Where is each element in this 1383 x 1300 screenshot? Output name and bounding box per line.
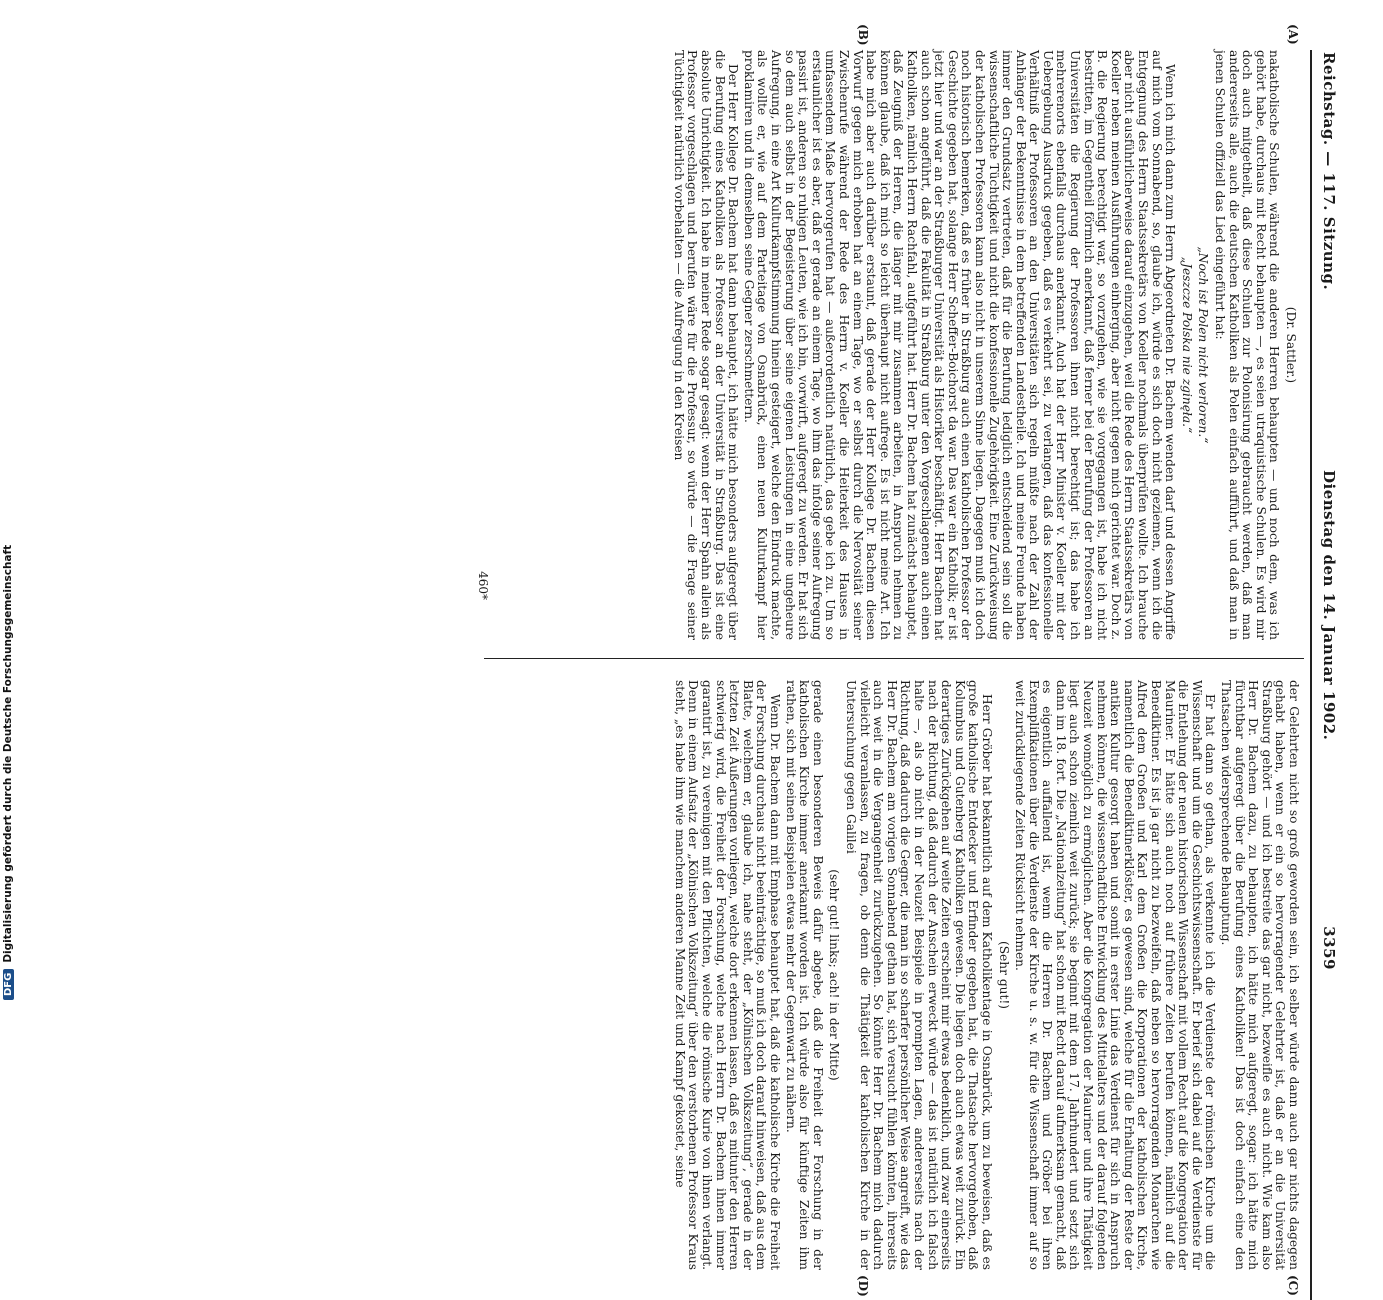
paragraph: Der Herr Kollege Dr. Bachem hat dann behauptet, ich hätte mich besonders aufgeregt über die Berufung eines Katholiken als Professor an der Universität in Straßburg. Das ist eine absolute Unrichtigkeit. Ich habe in meiner Rede sogar gesagt: wenn der Herr Spahn allein als Professor vorgeschlagen und berufen wäre für die Professur, so würde — die Frage seiner Tüchtigkeit natürlich vorbehalten — die Aufregung in den Kreisen [671,50,741,640]
interjection: (Sehr gut!) [996,940,1011,1010]
footer-signature: 460* [476,571,490,600]
page-header [1314,50,1340,970]
header-date: Dienstag den 14. Januar 1902. [1320,470,1338,741]
digitization-credit [2,0,14,1000]
interjection: (sehr gut! links; ach! in der Mitte) [827,869,842,1081]
margin-marker-c: (C) [1286,1275,1300,1296]
page-number: 3359 [1320,926,1338,970]
paragraph: Wenn ich mich dann zum Herrn Abgeordneten Dr. Bachem wenden darf und dessen Angriffe auf mich vom Sonnabend, so, glaube ich, würde es sich doch nicht geziemen, wenn ich die Entgegnung des Herrn Staatssekretärs von Koeller nochmals überprüfen wollte. Ich brauche aber nicht ausführlicherweise darauf einzugehen, weil die Rede des Herrn Staatssekretärs von Koeller neben meinen Ausführungen einherging, aber nicht gegen mich gerichtet war. Doch z. B. die Regierung berechtigt war, so vorzugehen, wie sie vorgegangen ist, habe ich nicht bestritten, im Gegentheil förmlich anerkannt, daß ferner bei der Berufung der Professoren an Universitäten die Regierung der Professoren ihnen nicht berechtigt ist; das habe ich mehrerenorts ebenfalls durchaus anerkannt. Auch hat der Herr Minister v. Koeller mit der Uebergebung Ausdruck gegeben, daß es verkehrt sei, zu verlangen, daß das konfessionelle Verhältniß der Professoren an den Universitäten sich regeln müßte nach der Zahl der Anhänger der Bekenntnisse in dem betreffenden Landestheile. Ich und meine Freunde haben immer den Grundsatz vertreten, daß für die Berufung lediglich entscheidend sein soll die wissenschaftliche Tüchtigkeit und nicht die konfessionelle Zugehörigkeit. Eine Zurückweisung der katholischen Professoren kann also nicht in unserem Sinne liegen. Dagegen muß ich doch noch historisch bemerken, daß es früher in Straßburg auch einen katholischen Professor der Geschichte gegeben hat, solange Herr Scheffer-Boichorst da war. Das war ein Katholik; er ist jetzt hier und war an der Straßburger Universität als Historiker beschäftigt. Herr Bachem hat auch schon angeführt, daß die Fakultät in Straßburg unter den Vorgeschlagenen auch einen Katholiken, nämlich Herrn Rachfahl, aufgeführt hat. Herr Dr. Bachem hat zunächst behauptet, daß Zeugniß der Herren, die länger mit mir zusammen arbeiten, in Anspruch nehmen zu können glaube, daß ich mich so leicht überhaupt nicht aufrege. Es ist nicht meine Art. Ich habe mich aber auch darüber erstaunt, daß gerade der Herr Kollege Dr. Bachem diesen Vorwurf gegen mich erhoben hat an einem Tage, wo er selbst durch die Nervosität seiner Zwischenrufe während der Rede des Herrn v. Koeller die Heiterkeit des Hauses in umfassendem Maße hervorgerufen hat — außerordentlich natürlich, das gebe ich zu. Um so erstaunlicher ist es aber, daß er gerade an einem Tage, wo ihm das infolge seiner Aufregung passirt ist, anderen so ruhigen Leuten, wie ich bin, vorwirft, aufgeregt zu werden. Er hat sich so dem auch selbst in der Begeisterung über seine eigenen Leistungen in eine ungeheure Aufregung, in eine Art Kulturkampfstimmung hinein gesteigert, welche den Eindruck machte, als wollte er, wie auf dem Parteitage von Osnabrück, einen neuen Kulturkampf hier proklamiren und in demselben seine Gegner zerschmettern. [741,50,1178,640]
margin-marker-d: (D) [856,1275,870,1297]
dfg-logo-icon: DFG [3,969,14,1000]
rotated-document-page [90,24,1340,1297]
credit-text: Digitalisierung gefördert durch die Deutsche Forschungsgemeinschaft [2,544,14,963]
header-session: Reichstag. — 117. Sitzung. [1320,52,1338,291]
paragraph: Herr Gröber hat bekanntlich auf dem Katholikentage in Osnabrück, um zu beweisen, daß es große katholische Entdecker und Erfinder gegeben hat, die Thatsache hervorgehoben, daß Kolumbus und Gutenberg Katholiken gewesen. Die liegen doch auch etwas weit zurück. Ein derartiges Zurückgehen auf weite Zeiten erscheint mir etwas bedenklich, und zwar einerseits nach der Richtung, daß dadurch der Anschein erweckt würde — das ist natürlich ich falsch halte —, als ob nicht in der Neuzeit Beispiele in prompten Lagen, andererseits nach der Richtung, daß dadurch die Gegner, die man in so scharfer persönlicher Weise angreift, wie das Herr Dr. Bachem am vorigen Sonnabend gethan hat, sich versucht fühlen könnten, ihrerseits auch weit in die Vergangenheit zurückzugehen. So könnte Herr Dr. Bachem mich dadurch vielleicht veranlassen, zu fragen, ob denn die Thätigkeit der katholischen Kirche in der Untersuchung gegen Galilei [844,680,994,1270]
speaker-name: (Dr. Sattler.) [1284,306,1298,384]
margin-marker-a: (A) [1286,24,1300,45]
paragraph: nakatholische Schulen, während die anderen Herren behaupten — und noch dem, was ich gehört habe, durchaus mit Recht behaupten —, es seien utraquistische Schulen. Es wird mir doch auch mitgetheilt, daß diese Schulen zur Polonisirung gebraucht werden, daß man andererseits alle, auch die deutschen Katholiken als Polen einfach aufführt, und daß man in jenen Schulen offiziell das Lied eingeführt hat: [1213,50,1282,640]
quote-line: „Jeszcze Polska nie zginęła.“ [1179,256,1194,434]
paragraph: Er hat dann so gethan, als verkennte ich die Verdienste der römischen Kirche um die Wissenschaft und um die Geschichtswissenschaft. Er berief sich dabei auf die Verdienste für die Entlehung der neuen historischen Wissenschaft mit vollem Recht auf die Kongregation der Mauriner. Er hätte sich auch noch auf frühere Zeiten berufen können, nämlich auf die Benediktiner. Es ist ja gar nicht zu bezweifeln, daß neben so hervorragenden Monarchen wie Alfred dem Großen und Karl dem Großen die Korporationen der katholischen Kirche, namentlich die Benediktinerklöster, es gewesen sind, welche für die Erhaltung der Reste der antiken Kultur gesorgt haben und somit in erster Linie das Verdienst für sich in Anspruch nehmen können, die wissenschaftliche Entwicklung des Mittelalters und der darauf folgenden Neuzeit womöglich zu ermöglichen. Aber die Kongregation der Mauriner und ihre Thätigkeit liegt auch schon ziemlich weit zurück; sie beginnt mit dem 17. Jahrhundert und setzt sich dann im 18. fort. Die „Nationalzeitung“ hat schon mit Recht darauf aufmerksam gemacht, daß es eigentlich auffallend ist, wenn die Herren Dr. Bachem und Gröber bei ihren Exemplifikationen über die Verdienste der Kirche u. s. w. für die Wissenschaft immer auf so weit zurückliegende Zeiten Rücksicht nehmen. [1013,680,1218,1270]
paragraph: Wenn Dr. Bachem dann mit Emphase behauptet hat, daß die katholische Kirche die Freiheit der Forschung durchaus nicht beeinträchtige, so muß ich doch darauf hinweisen, daß aus dem Blatte, welchem er, glaube ich, nahe steht, der „Kölnischen Volkszeitung“, gerade in der letzten Zeit Äußerungen vorliegen, welche dort erkennen lassen, daß es mitunter den Herren schwierig wird, die Freiheit der Forschung, welche nach Herrn Dr. Bachem ihnen immer garantirt ist, zu vereinigen mit den Pflichten, welche die römische Kurie von ihnen verlangt. Denn in einem Aufsatz der „Kölnischen Volkszeitung“ über den verstorbenen Professor Kraus steht, „es habe ihm wie manchem anderen Manne Zeit und Kampf gekostet, seine [672,680,783,1270]
paragraph: gerade einen besonderen Beweis dafür abgebe, daß die Freiheit der Forschung in der katholischen Kirche immer anerkannt worden ist. Ich würde also für künftige Zeiten ihm rathen, sich mit seinen Beispielen etwas mehr der Gegenwart zu nähern. [783,680,825,1270]
column-divider [484,658,1304,659]
right-column [670,680,1300,1270]
header-rule [1310,50,1312,1300]
left-column [669,50,1300,640]
quote-line: „Noch ist Polen nicht verloren.“ [1196,246,1211,444]
margin-marker-b: (B) [856,24,870,46]
paragraph: der Gelehrten nicht so groß geworden sein, ich selber würde dann auch gar nichts dagegen gehabt haben, wenn er ein so hervorragender Gelehrter ist, daß er an die Universität Straßburg gehört — und ich bestreite das gar nicht, bezweifle es auch nicht. Wie kam also Herr Dr. Bachem dazu, zu behaupten, ich hätte mich aufgeregt, sogar: ich hätte mich fürchtbar aufgeregt über die Berufung eines Katholiken! Das ist doch einfach eine den Thatsachen widersprechende Behauptung. [1219,680,1301,1270]
